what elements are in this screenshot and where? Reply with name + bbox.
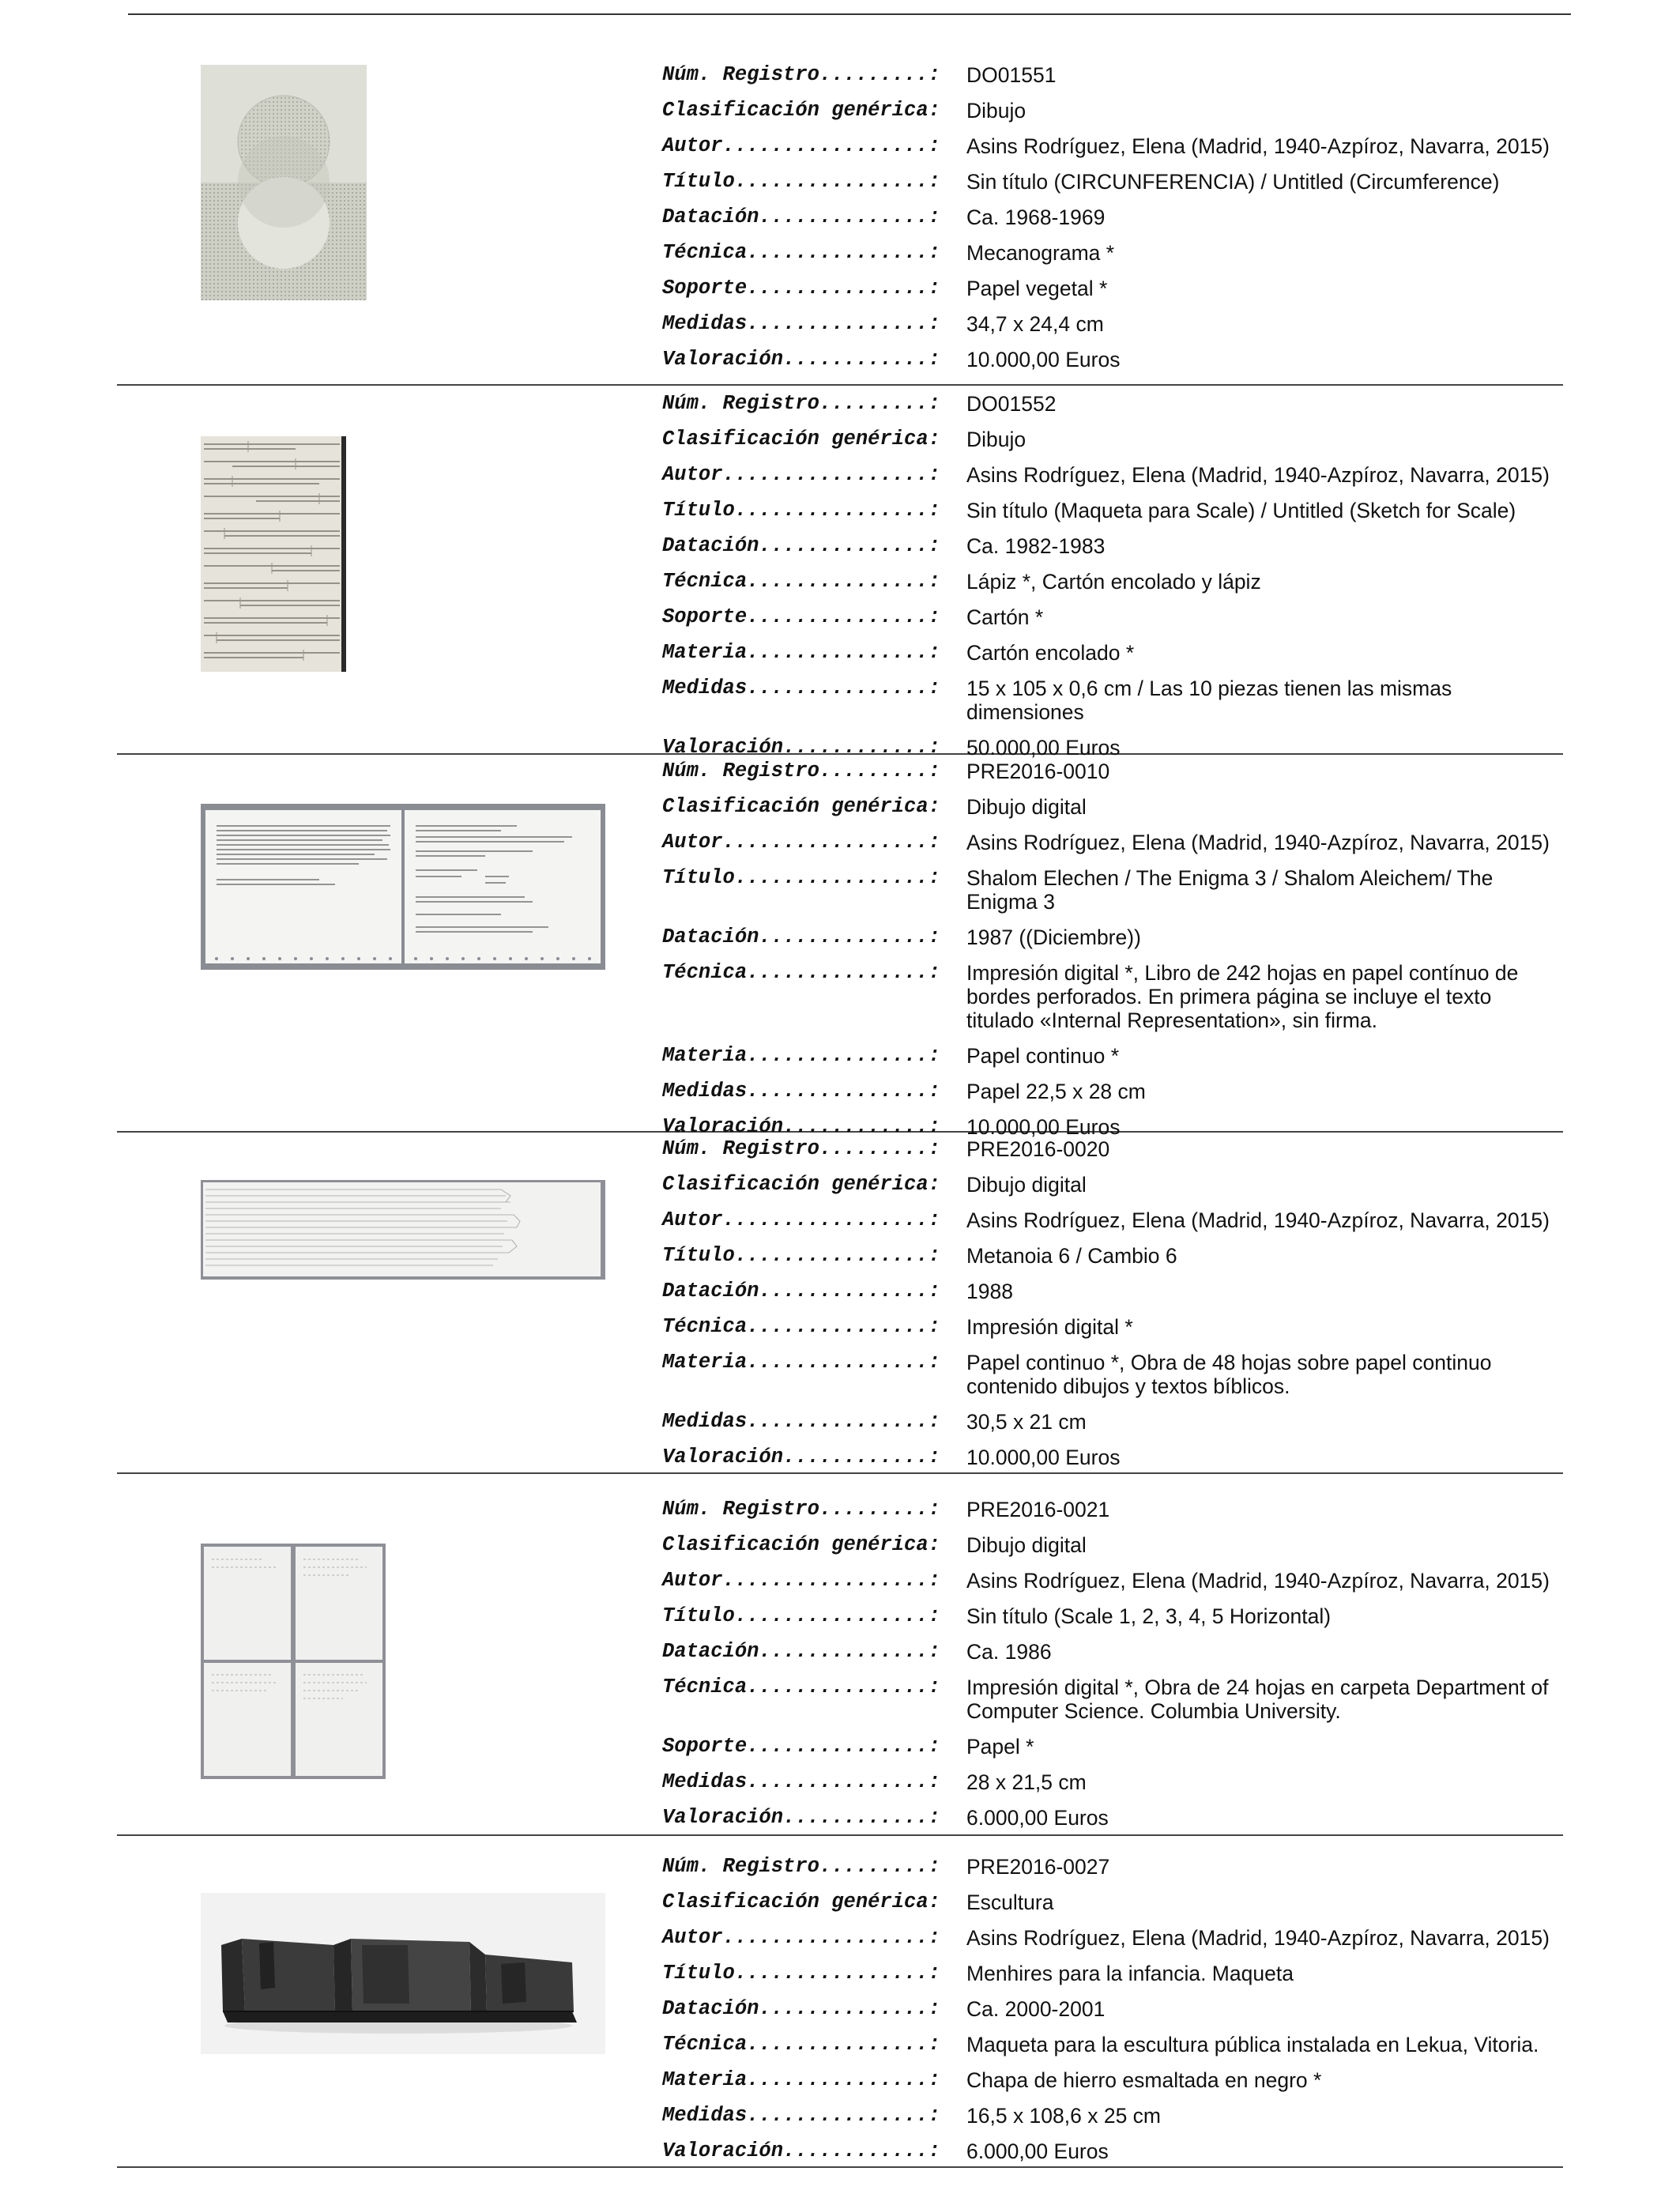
record-fields xyxy=(662,63,1563,371)
field-value: Sin título (CIRCUNFERENCIA) / Untitled (Circumference) xyxy=(966,170,1500,194)
field-num-registro xyxy=(662,760,1563,783)
field-clasificacion xyxy=(662,1533,1563,1557)
field-value: Chapa de hierro esmaltada en negro * xyxy=(966,2068,1322,2092)
record-fields xyxy=(662,1137,1563,1469)
field-label: Valoración............: xyxy=(662,1115,940,1138)
field-label: Autor.................: xyxy=(662,1208,940,1231)
field-label: Título................: xyxy=(662,1604,940,1627)
field-titulo xyxy=(662,1962,1563,1985)
field-label: Autor.................: xyxy=(662,463,940,486)
field-medidas xyxy=(662,1410,1563,1434)
field-label: Soporte...............: xyxy=(662,605,940,628)
field-value: Asins Rodríguez, Elena (Madrid, 1940-Azpíroz, Navarra, 2015) xyxy=(966,463,1550,487)
field-medidas xyxy=(662,2104,1563,2128)
field-tecnica xyxy=(662,1315,1563,1339)
field-datacion xyxy=(662,1280,1563,1303)
record-card xyxy=(117,57,1563,386)
field-label: Datación..............: xyxy=(662,1997,940,2020)
field-value: Impresión digital * xyxy=(966,1315,1133,1339)
field-value: 1987 ((Diciembre)) xyxy=(966,925,1141,949)
field-value: DO01551 xyxy=(966,63,1057,87)
field-value: Asins Rodríguez, Elena (Madrid, 1940-Azpíroz, Navarra, 2015) xyxy=(966,1926,1550,1950)
field-titulo xyxy=(662,1244,1563,1268)
field-valoracion xyxy=(662,1446,1563,1469)
field-label: Autor.................: xyxy=(662,1569,940,1592)
field-value: Cartón encolado * xyxy=(966,641,1135,665)
field-label: Núm. Registro.........: xyxy=(662,392,940,415)
field-value: Mecanograma * xyxy=(966,241,1115,265)
field-materia xyxy=(662,641,1563,665)
field-value: PRE2016-0020 xyxy=(966,1137,1110,1161)
field-value: 16,5 x 108,6 x 25 cm xyxy=(966,2104,1162,2128)
field-label: Medidas...............: xyxy=(662,1410,940,1433)
field-value: PRE2016-0010 xyxy=(966,760,1110,783)
field-label: Valoración............: xyxy=(662,1806,940,1829)
field-titulo xyxy=(662,170,1563,194)
field-label: Título................: xyxy=(662,170,940,193)
field-value: Metanoia 6 / Cambio 6 xyxy=(966,1244,1177,1268)
field-value: 10.000,00 Euros xyxy=(966,1446,1121,1469)
field-tecnica xyxy=(662,1676,1563,1723)
field-value: 10.000,00 Euros xyxy=(966,1115,1121,1139)
field-valoracion xyxy=(662,2139,1563,2163)
record-card xyxy=(117,755,1563,1139)
field-value: 6.000,00 Euros xyxy=(966,1806,1109,1830)
field-tecnica xyxy=(662,2033,1563,2056)
field-value: 15 x 105 x 0,6 cm / Las 10 piezas tienen las mismas dimensiones xyxy=(966,677,1452,724)
field-datacion xyxy=(662,205,1563,229)
field-value: Papel vegetal * xyxy=(966,277,1108,300)
field-label: Datación..............: xyxy=(662,534,940,557)
field-clasificacion xyxy=(662,428,1563,451)
field-value: Sin título (Scale 1, 2, 3, 4, 5 Horizontal) xyxy=(966,1604,1332,1628)
field-label: Autor.................: xyxy=(662,1926,940,1949)
field-value: Dibujo xyxy=(966,99,1026,123)
field-clasificacion xyxy=(662,99,1563,123)
field-datacion xyxy=(662,1997,1563,2021)
field-value: Ca. 1986 xyxy=(966,1640,1052,1664)
field-label: Clasificación genérica: xyxy=(662,428,940,450)
artwork-thumbnail xyxy=(201,436,346,672)
field-label: Medidas...............: xyxy=(662,312,940,335)
field-value: Dibujo digital xyxy=(966,795,1087,819)
field-datacion xyxy=(662,1640,1563,1664)
field-value: PRE2016-0021 xyxy=(966,1498,1110,1521)
field-soporte xyxy=(662,1735,1563,1759)
field-value: Escultura xyxy=(966,1891,1054,1914)
field-label: Medidas...............: xyxy=(662,1770,940,1793)
field-label: Núm. Registro.........: xyxy=(662,1855,940,1878)
field-value: Papel * xyxy=(966,1735,1034,1759)
artwork-thumbnail xyxy=(201,1544,386,1779)
field-value: Papel continuo *, Obra de 48 hojas sobre papel continuo contenido dibujos y textos bíblicos. xyxy=(966,1351,1492,1398)
field-label: Datación..............: xyxy=(662,1280,940,1302)
field-label: Título................: xyxy=(662,499,940,522)
field-value: 30,5 x 21 cm xyxy=(966,1410,1087,1434)
record-fields xyxy=(662,1855,1563,2163)
field-value: Impresión digital *, Obra de 24 hojas en carpeta Department of Computer Science. Columbia University. xyxy=(966,1676,1549,1723)
field-valoracion xyxy=(662,348,1563,371)
top-rule xyxy=(128,13,1571,15)
field-value: 28 x 21,5 cm xyxy=(966,1770,1087,1794)
field-label: Núm. Registro.........: xyxy=(662,1498,940,1521)
field-autor xyxy=(662,1926,1563,1950)
field-label: Datación..............: xyxy=(662,925,940,948)
field-autor xyxy=(662,134,1563,158)
field-value: Shalom Elechen / The Enigma 3 / Shalom Aleichem/ The Enigma 3 xyxy=(966,866,1494,914)
field-materia xyxy=(662,1351,1563,1398)
field-value: 1988 xyxy=(966,1280,1013,1303)
field-label: Valoración............: xyxy=(662,1446,940,1468)
field-tecnica xyxy=(662,961,1563,1032)
field-label: Autor.................: xyxy=(662,134,940,157)
record-card xyxy=(117,386,1563,760)
field-label: Núm. Registro.........: xyxy=(662,1137,940,1160)
field-value: Dibujo xyxy=(966,428,1026,451)
field-num-registro xyxy=(662,1855,1563,1879)
field-value: Dibujo digital xyxy=(966,1533,1087,1557)
field-tecnica xyxy=(662,570,1563,594)
field-num-registro xyxy=(662,63,1563,87)
field-clasificacion xyxy=(662,1173,1563,1197)
field-num-registro xyxy=(662,1498,1563,1521)
record-fields xyxy=(662,1498,1563,1830)
field-value: 10.000,00 Euros xyxy=(966,348,1121,371)
field-num-registro xyxy=(662,1137,1563,1161)
field-label: Soporte...............: xyxy=(662,277,940,300)
field-label: Materia...............: xyxy=(662,1044,940,1067)
field-autor xyxy=(662,1208,1563,1232)
field-label: Núm. Registro.........: xyxy=(662,63,940,86)
record-fields xyxy=(662,392,1563,760)
field-value: Papel continuo * xyxy=(966,1044,1120,1068)
field-value: 34,7 x 24,4 cm xyxy=(966,312,1104,336)
field-label: Título................: xyxy=(662,1962,940,1985)
field-titulo xyxy=(662,866,1563,914)
field-label: Medidas...............: xyxy=(662,1080,940,1103)
field-label: Valoración............: xyxy=(662,736,940,759)
field-label: Técnica...............: xyxy=(662,570,940,593)
field-autor xyxy=(662,831,1563,854)
field-datacion xyxy=(662,534,1563,558)
field-label: Técnica...............: xyxy=(662,1676,940,1698)
record-card xyxy=(117,1474,1563,1836)
field-value: Cartón * xyxy=(966,605,1044,629)
field-label: Técnica...............: xyxy=(662,961,940,984)
field-value: 6.000,00 Euros xyxy=(966,2139,1109,2163)
field-value: Dibujo digital xyxy=(966,1173,1087,1197)
field-medidas xyxy=(662,312,1563,336)
field-value: Lápiz *, Cartón encolado y lápiz xyxy=(966,570,1261,594)
field-num-registro xyxy=(662,392,1563,416)
field-value: Asins Rodríguez, Elena (Madrid, 1940-Azpíroz, Navarra, 2015) xyxy=(966,1569,1550,1593)
field-value: Ca. 1982-1983 xyxy=(966,534,1106,558)
field-value: Sin título (Maqueta para Scale) / Untitled (Sketch for Scale) xyxy=(966,499,1516,522)
field-clasificacion xyxy=(662,1891,1563,1914)
field-label: Materia...............: xyxy=(662,641,940,664)
field-datacion xyxy=(662,925,1563,949)
field-valoracion xyxy=(662,1806,1563,1830)
artwork-thumbnail xyxy=(201,65,367,300)
field-soporte xyxy=(662,605,1563,629)
field-autor xyxy=(662,463,1563,487)
field-value: Ca. 1968-1969 xyxy=(966,205,1106,229)
field-label: Clasificación genérica: xyxy=(662,1891,940,1913)
field-autor xyxy=(662,1569,1563,1593)
field-value: Asins Rodríguez, Elena (Madrid, 1940-Azpíroz, Navarra, 2015) xyxy=(966,134,1550,158)
field-value: 50.000,00 Euros xyxy=(966,736,1121,760)
field-materia xyxy=(662,1044,1563,1068)
artwork-thumbnail xyxy=(201,1180,605,1280)
field-label: Técnica...............: xyxy=(662,1315,940,1338)
field-label: Clasificación genérica: xyxy=(662,99,940,122)
field-value: Asins Rodríguez, Elena (Madrid, 1940-Azpíroz, Navarra, 2015) xyxy=(966,1208,1550,1232)
field-label: Título................: xyxy=(662,866,940,889)
record-card xyxy=(117,1133,1563,1474)
field-label: Datación..............: xyxy=(662,205,940,228)
field-value: Papel 22,5 x 28 cm xyxy=(966,1080,1146,1103)
record-fields xyxy=(662,760,1563,1139)
field-value: Asins Rodríguez, Elena (Madrid, 1940-Azpíroz, Navarra, 2015) xyxy=(966,831,1550,854)
field-titulo xyxy=(662,499,1563,522)
field-label: Técnica...............: xyxy=(662,2033,940,2056)
field-label: Soporte...............: xyxy=(662,1735,940,1758)
field-label: Materia...............: xyxy=(662,2068,940,2091)
field-medidas xyxy=(662,1770,1563,1794)
field-label: Valoración............: xyxy=(662,2139,940,2162)
field-titulo xyxy=(662,1604,1563,1628)
field-label: Clasificación genérica: xyxy=(662,795,940,818)
field-value: Maqueta para la escultura pública instalada en Lekua, Vitoria. xyxy=(966,2033,1539,2056)
field-label: Núm. Registro.........: xyxy=(662,760,940,782)
field-label: Título................: xyxy=(662,1244,940,1267)
field-value: Menhires para la infancia. Maqueta xyxy=(966,1962,1294,1985)
field-value: PRE2016-0027 xyxy=(966,1855,1110,1879)
field-label: Clasificación genérica: xyxy=(662,1173,940,1196)
field-medidas xyxy=(662,677,1563,724)
field-label: Materia...............: xyxy=(662,1351,940,1374)
artwork-thumbnail xyxy=(201,1893,605,2054)
field-value: Ca. 2000-2001 xyxy=(966,1997,1106,2021)
field-label: Medidas...............: xyxy=(662,2104,940,2127)
field-medidas xyxy=(662,1080,1563,1103)
field-label: Valoración............: xyxy=(662,348,940,371)
field-label: Técnica...............: xyxy=(662,241,940,264)
field-label: Datación..............: xyxy=(662,1640,940,1663)
field-materia xyxy=(662,2068,1563,2092)
record-card xyxy=(117,1836,1563,2168)
field-value: DO01552 xyxy=(966,392,1057,416)
field-value: Impresión digital *, Libro de 242 hojas en papel contínuo de bordes perforados. En primera página se incluye el texto titulado «Internal Representation», sin firma. xyxy=(966,961,1519,1032)
field-soporte xyxy=(662,277,1563,300)
field-clasificacion xyxy=(662,795,1563,819)
field-tecnica xyxy=(662,241,1563,265)
field-label: Medidas...............: xyxy=(662,677,940,699)
field-label: Autor.................: xyxy=(662,831,940,854)
field-label: Clasificación genérica: xyxy=(662,1533,940,1556)
artwork-thumbnail xyxy=(201,804,605,970)
